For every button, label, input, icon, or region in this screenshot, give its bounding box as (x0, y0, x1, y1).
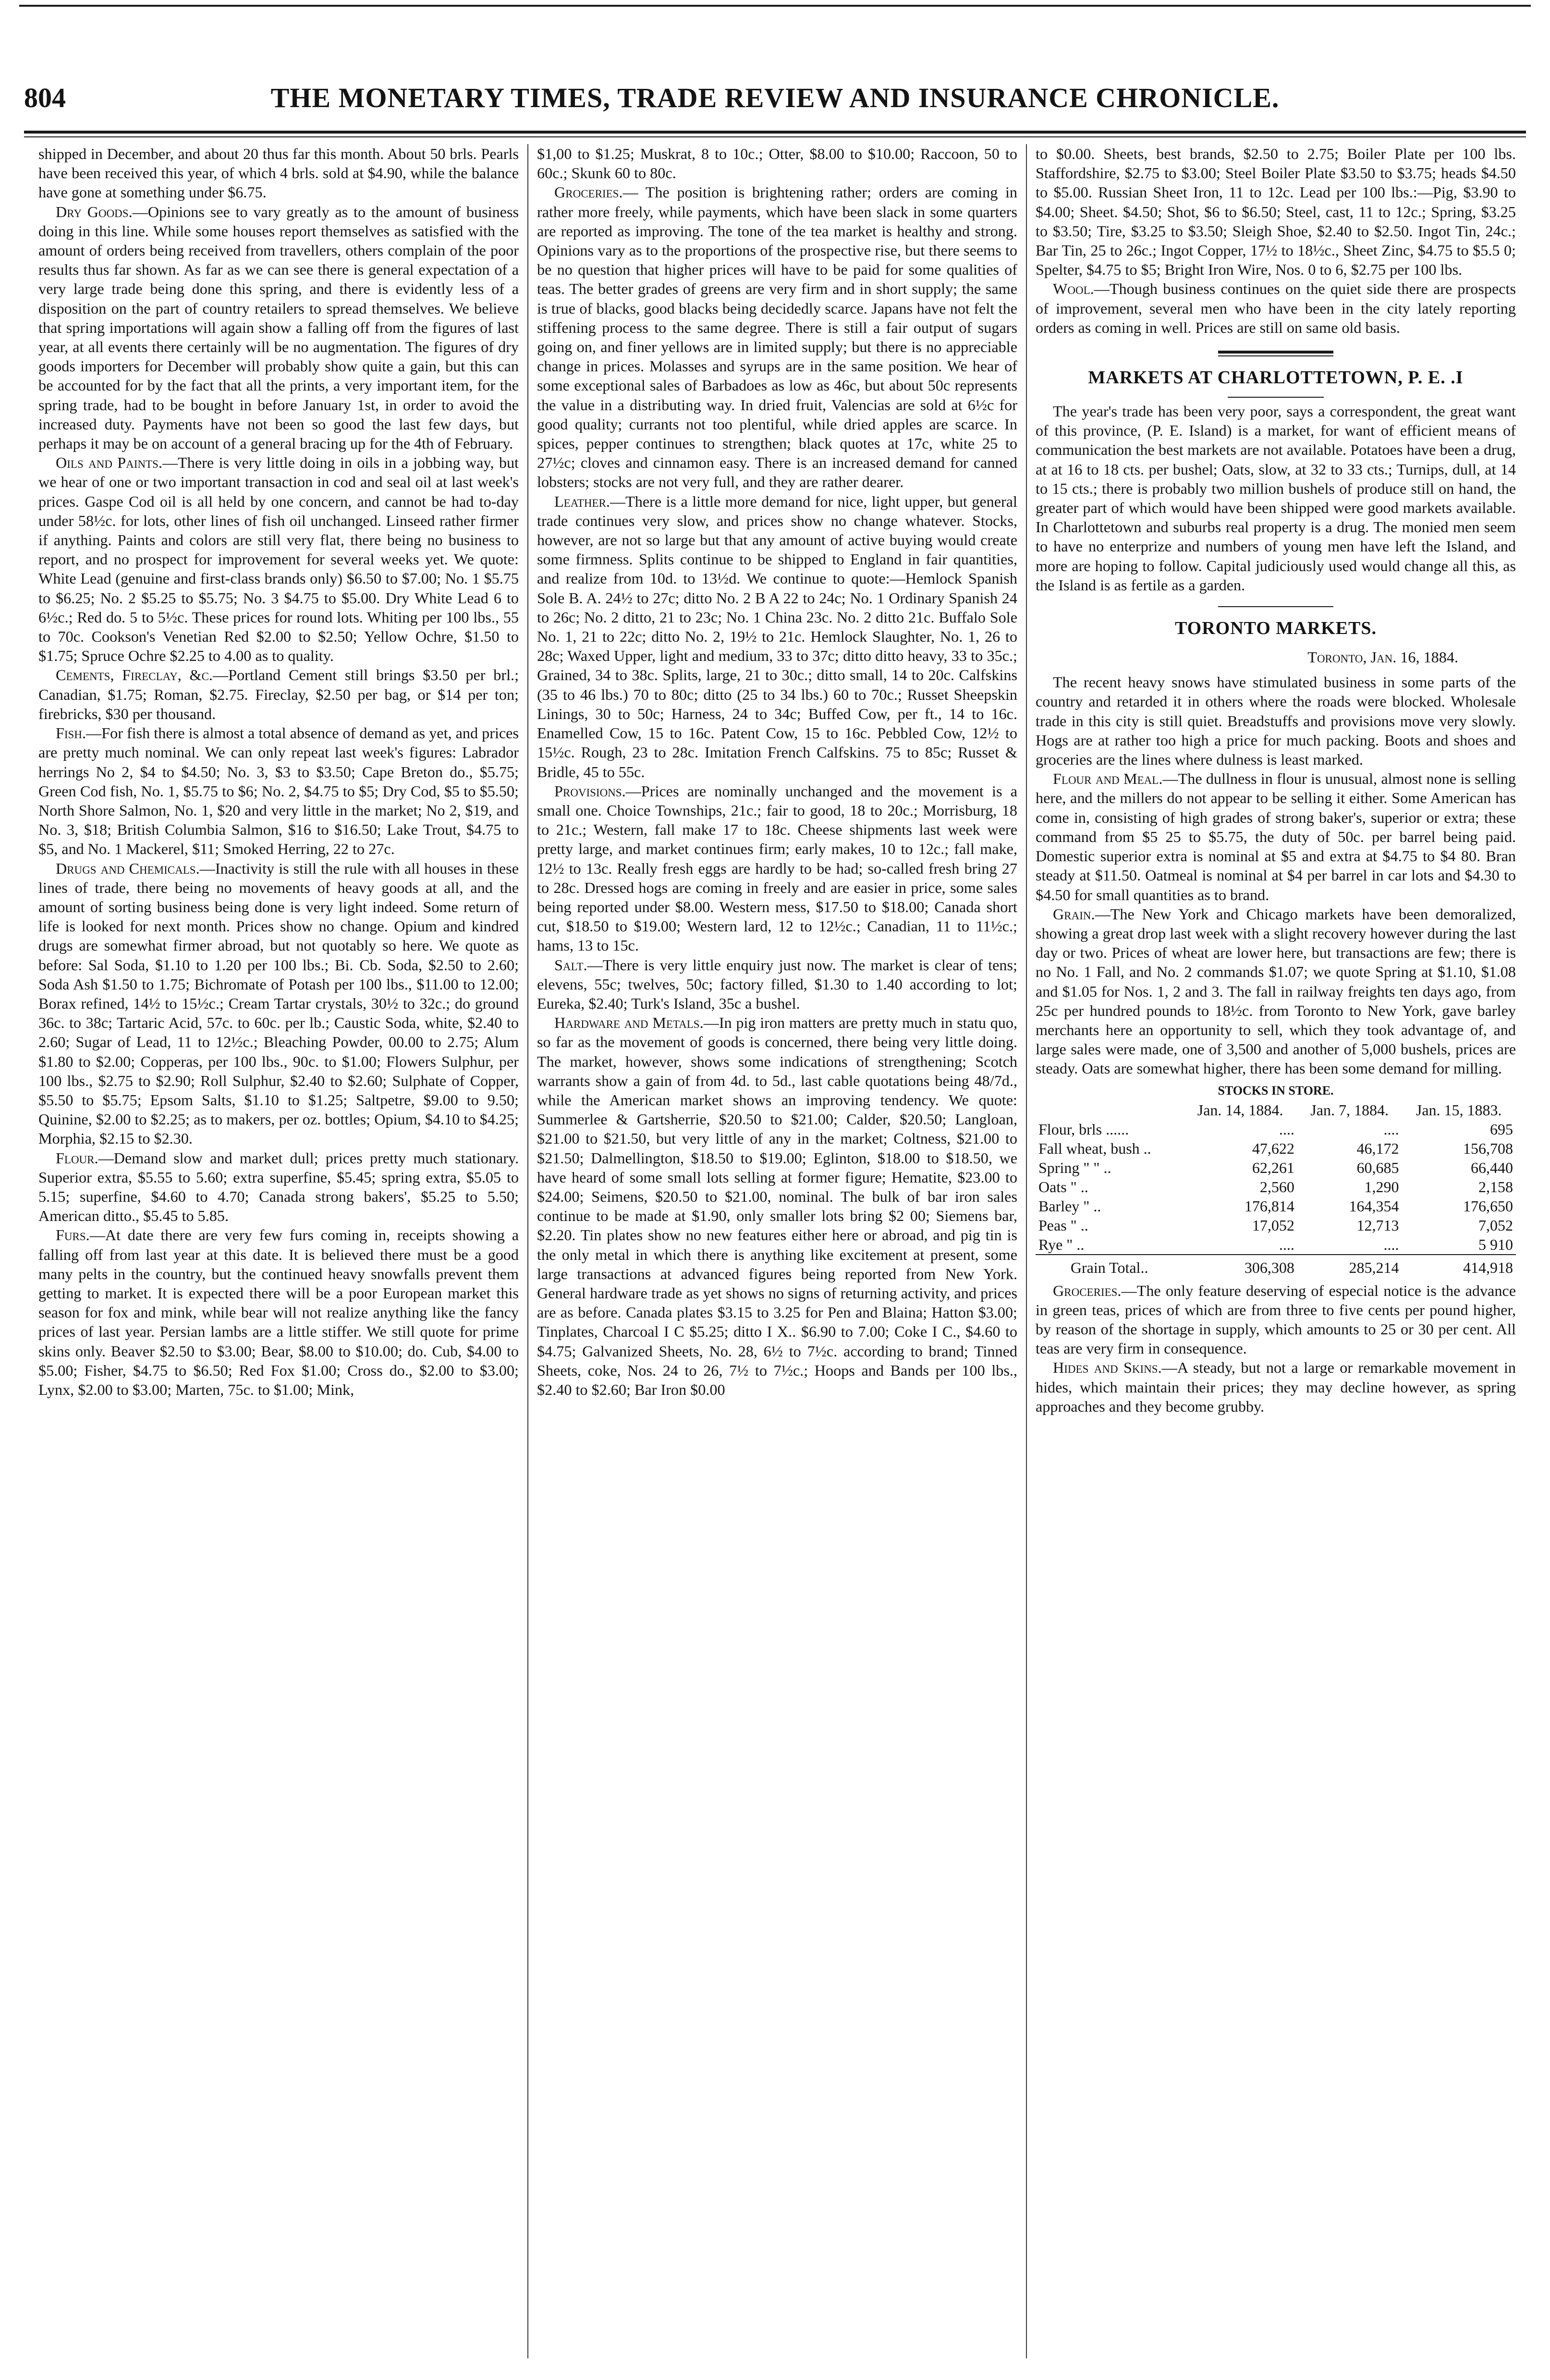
row-label: Barley " .. (1038, 1197, 1101, 1215)
table-row (1036, 1120, 1516, 1139)
column-left (38, 144, 519, 2363)
paragraph-text: —The New York and Chicago markets have been demoralized, showing a great drop last week with a slight recovery however during the last day or two. Prices of wheat are lower here, but transactions are few; there is no No. 1 Fall, and No. 2 commands $1.07; we quote Spring at $1.10, $1.08 and $1.05 for Nos. 1, 2 and 3. The fall in railway freights ten days ago, from 25c per hundred pounds to 18½c. from Toronto to New York, gave barley merchants here an opportunity to sell, which they took advantage of, and large sales were made, one of 3,500 and another of 5,000 bushels, prices are steady. Oats are somewhat higher, there has been some demand for milling. (1036, 905, 1516, 1077)
section-heading: Flour and Meal. (1053, 770, 1163, 788)
paragraph-text: —In pig iron matters are pretty much in statu quo, so far as the movement of goods is concerned, there being very little doing. The market, however, shows some indications of strengthening; Scotch warrants show a gain of from 4d. to 5d., last cable quotations being 48/7d., while the American market shows an improving tendency. We quote: Summerlee & Gartsherrie, $20.50 to $21.00; Calder, $20.50; Langloan, $21.00 to $21.50, but very little of any in the market; Coltness, $21.00 to $21.50; Dalmellington, $18.50 to $19.00; Eglinton, $18.00 to $18.50, we have heard of some small lots selling at former figure; Hematite, $23.00 to $24.00; Seimens, $20.50 to $21.00, nominal. The bulk of bar iron sales continue to be made at $1.90, only smaller lots bring $2 00; Siemens bar, $2.20. Tin plates show no new features either here or abroad, and pig tin is the only metal in which there is anything like excitement at present, some large transactions at advanced figures being reported from New York. General hardware trade as yet shows no signs of returning activity, and prices are as before. Canada plates $3.15 to 3.25 for Pen and Blaina; Hatton $3.00; Tinplates, Charcoal I C $5.25; ditto I X.. $6.90 to 7.00; Coke I C., $4.60 to $4.75; Galvanized Sheets, No. 28, 6½ to 7½c. according to brand; Tinned Sheets, coke, Nos. 24 to 26, 7½ to 7½c.; Hoops and Bands per 100 lbs., $2.40 to $2.60; Bar Iron $0.00 (537, 1014, 1017, 1398)
row-label: Peas " .. (1038, 1216, 1088, 1234)
header-rule-thin (24, 136, 1526, 137)
stocks-in-store-table (1036, 1081, 1516, 1277)
paragraph-text: —For fish there is almost a total absence of demand as yet, and prices are pretty much nominal. We can only repeat last week's figures: Labrador herrings No 2, $4 to $4.50; No. 3, $3 to $3.50; Cape Breton do., $5.75; Green Cod fish, No. 1, $5.75 to $6; No. 2, $4.75 to $5; Dry Cod, $5 to $5.50; North Shore Salmon, No. 1, $20 and very little in the market; No 2, $19, and No. 3, $18; British Columbia Salmon, $16 to $16.50; Lake Trout, $4.75 to $5, and No. 1 Mackerel, $11; Smoked Herring, 22 to 27c. (38, 724, 519, 858)
paragraph-text: —Prices are nominally unchanged and the movement is a small one. Choice Townships, 21c.; fair to good, 18 to 20c.; Morrisburg, 18 to 21c.; Western, fall make 17 to 18c. Cheese shipments last week were pretty large, and market continues firm; early makes, 10 to 12c.; fall make, 12½ to 13c. Really fresh eggs are hardly to be had; so-called fresh bring 27 to 28c. Dressed hogs are coming in freely and are easier in price, some sales being reported under $8.00. Western mess, $17.50 to $18.00; Canada short cut, $18.50 to $19.00; Western lard, 12 to 12½c.; Canadian, 11 to 11½c.; hams, 13 to 15c. (537, 782, 1017, 954)
paragraph-text: —There is very little doing in oils in a jobbing way, but we hear of one or two important transaction in cod and seal oil at last week's prices. Gaspe Cod oil is all held by one concern, and cannot be had to-day under 58½c. for lots, other lines of fish oil unchanged. Linseed rather firmer if anything. Paints and colors are still very flat, there being no business to report, and no prospect for improvement for several weeks yet. We quote: White Lead (genuine and first-class brands only) $6.50 to $7.00; No. 1 $5.75 to $6.25; No. 2 $5.25 to $5.75; No. 3 $4.75 to $5.00. Dry White Lead 6 to 6½c.; Red do. 5 to 5½c. These prices for round lots. Whiting per 100 lbs., 55 to 70c. Cookson's Venetian Red $2.00 to $2.50; Yellow Ochre, $1.50 to $1.75; Spruce Ochre $2.25 to 4.00 as to quality. (38, 454, 519, 665)
total-label: Grain Total.. (1036, 1255, 1183, 1277)
column-divider (1026, 144, 1027, 2358)
paragraph-text: —Portland Cement still brings $3.50 per brl.; Canadian, $1.75; Roman, $2.75. Fireclay, $2.50 per bag, or $14 per ton; firebricks, $30 per thousand. (38, 666, 519, 722)
page-header (24, 82, 1526, 125)
paragraph (537, 492, 1017, 781)
table-cell: 285,214 (1297, 1255, 1402, 1277)
section-heading: Grain. (1053, 905, 1095, 923)
table-total-row (1036, 1255, 1516, 1277)
table-cell: 47,622 (1252, 1139, 1294, 1157)
section-heading: Flour. (56, 1149, 98, 1167)
table-cell: 164,354 (1349, 1197, 1399, 1215)
paragraph-text: —Though business continues on the quiet side there are prospects of improvement, several men who have been in the city lately reporting orders as coming in well. Prices are still on same old basis. (1036, 280, 1516, 336)
table-cell: .... (1383, 1235, 1399, 1253)
table-row (1036, 1177, 1516, 1196)
paragraph-text: —The only feature deserving of especial notice is the advance in green teas, prices of which are from three to five cents per pound higher, by reason of the shortage in supply, which amounts to 25 or 30 per cent. All teas are very firm in consequence. (1036, 1282, 1516, 1357)
section-heading: Provisions. (554, 782, 626, 800)
section-heading: Hardware and Metals. (554, 1014, 704, 1032)
table-cell: 2,560 (1259, 1178, 1294, 1196)
section-heading: Drugs and Chemicals. (56, 859, 200, 877)
table-cell: 5 910 (1478, 1235, 1513, 1253)
table-cell: 60,685 (1356, 1159, 1399, 1176)
paragraph (38, 202, 519, 453)
paragraph: shipped in December, and about 20 thus far this month. About 50 brls. Pearls have been received this year, of which 4 brls. sold at $4.90, while the balance have gone at something under $6.75. (38, 145, 519, 201)
masthead-title: THE MONETARY TIMES, TRADE REVIEW AND INSURANCE CHRONICLE. (270, 82, 1280, 113)
paragraph-text: —Opinions see to vary greatly as to the amount of business doing in this line. While some houses report themselves as satisfied with the amount of orders being received from travellers, others complain of the poor results thus far shown. As far as we can see there is general expectation of a very large trade being done this spring, and there is evidently less of a disposition on the part of country retailers to spread themselves. We believe that spring importations will again show a falling off from the figures of last year, at all events there certainly will be no augmentation. The figures of dry goods importers for December will probably show quite a gain, but this can be accounted for by the fact that all the prints, a very important item, for the spring trade, had to be bought in before January 1st, in order to avoid the increased duty. Payments have not been so good the last few days, but perhaps it may be on account of a general bracing up for the 4th of February. (38, 203, 519, 452)
table-row (1036, 1158, 1516, 1177)
table-header: Jan. 7, 1884. (1310, 1101, 1389, 1119)
table-row (1036, 1196, 1516, 1216)
section-heading: Dry Goods. (56, 203, 133, 220)
table-cell: 66,440 (1471, 1159, 1513, 1176)
row-label: Fall wheat, bush .. (1038, 1139, 1151, 1157)
section-heading: Hides and Skins. (1053, 1359, 1162, 1377)
section-heading: Salt. (554, 956, 587, 974)
section-rule (1218, 351, 1333, 356)
section-heading: Fish. (56, 724, 86, 742)
table-cell: 414,918 (1402, 1255, 1516, 1277)
article-heading: TORONTO MARKETS. (1174, 618, 1377, 639)
column-divider (527, 144, 528, 2358)
table-header: Jan. 14, 1884. (1197, 1101, 1283, 1119)
section-heading: Oils and Paints. (56, 454, 162, 472)
paragraph-text: —Inactivity is still the rule with all houses in these lines of trade, there being no movements of heavy goods at all, and the amount of sorting business being done is very light indeed. Some return of life is looked for next month. Prices show no change. Opium and kindred drugs are somewhat firmer abroad, but not quotably so here. We quote as before: Sal Soda, $1.10 to 1.20 per 100 lbs.; Bi. Cb. Soda, $2.50 to 2.60; Soda Ash $1.50 to 1.75; Bichromate of Potash per 100 lbs., $11.00 to 12.00; Borax refined, 14½ to 15½c.; Cream Tartar crystals, 30½ to 32c.; do ground 36c. to 38c; Tartaric Acid, 57c. to 60c. per lb.; Caustic Soda, white, $2.40 to 2.60; Sugar of Lead, 11 to 12½c.; Bleaching Powder, 00.00 to 2.75; Alum $1.80 to $2.00; Copperas, per 100 lbs., 90c. to $1.00; Flowers Sulphur, per 100 lbs., $2.75 to $2.90; Roll Sulphur, $2.40 to $2.60; Sulphate of Copper, $5.50 to $5.75; Epsom Salts, $1.10 to $1.25; Saltpetre, $9.00 to 9.50; Quinine, $2.00 to $2.25; as to makers, per oz. bottles; Opium, $4.10 to $4.25; Morphia, $2.15 to $2.30. (38, 859, 519, 1147)
paragraph: The recent heavy snows have stimulated business in some parts of the country and retarded it in others where the roads were blocked. Wholesale trade in this city is still quiet. Breadstuffs and provisions move very slowly. Hogs are at rather too high a price for much packing. Boots and shoes and groceries are the lines where dulness is least marked. (1036, 673, 1516, 769)
table-row (1036, 1139, 1516, 1158)
dateline: Toronto, Jan. 16, 1884. (1307, 648, 1458, 666)
table-cell: 7,052 (1478, 1216, 1513, 1234)
table-cell: 2,158 (1478, 1178, 1513, 1196)
paragraph (1036, 1281, 1516, 1358)
paragraph (1036, 769, 1516, 904)
table-cell: .... (1383, 1120, 1399, 1138)
row-label: Oats " .. (1038, 1178, 1088, 1196)
paragraph (537, 1013, 1017, 1399)
paragraph-text: —The dullness in flour is unusual, almost none is selling here, and the millers do not appear to be selling it either. Some American has come in, consisting of high grades of strong baker's, superior or extra; these command from $5 25 to $5.75, the duty of 50c. per barrel being paid. Domestic superior extra is nominal at $5 and extra at $4.75 to $4 80. Bran steady at $11.50. Oatmeal is nominal at $4 per barrel in car lots and $4.30 to $4.50 for small quantities as to brand. (1036, 770, 1516, 903)
paragraph-text: —There is very little enquiry just now. The market is clear of tens; elevens, 55c; twelves, 50c; factory filled, $1.30 to 1.40 according to lot; Eureka, $2.40; Turk's Island, 35c a bushel. (537, 956, 1017, 1012)
table-row (1036, 1235, 1516, 1255)
paragraph-text: — The position is brightening rather; orders are coming in rather more freely, while payments, which have been slack in some quarters are reported as improving. The tone of the tea market is healthy and strong. Opinions vary as to the proportions of the prospective rise, but there seems to be no question that higher prices will have to be paid for some qualities of teas. The better grades of greens are very firm and in short supply; the same is true of blacks, good blacks being decidedly scarce. Japans have not felt the stiffening process to the same degree. There is still a fair output of sugars going on, and finer yellows are in limited supply; but there is no appreciable change in prices. Molasses and syrups are in the same position. We hear of some exceptional sales of Barbadoes as low as 46c, but about 50c represents the value in a distributing way. In dried fruit, Valencias are sold at 6½c for good quality; currants not too plentiful, while dried apples are scarce. In spices, pepper continues to strengthen; black quotes at 17c, white 25 to 27½c; cloves and cinnamon easy. There is an increased demand for canned lobsters; stocks are not very full, and they are rather dearer. (537, 183, 1017, 491)
paragraph (38, 665, 519, 723)
paragraph (1036, 279, 1516, 337)
header-rule (24, 131, 1526, 134)
table-cell: 156,708 (1463, 1139, 1513, 1157)
table-cell: 46,172 (1356, 1139, 1399, 1157)
table-header-empty (1036, 1100, 1183, 1120)
table-cell: .... (1279, 1120, 1294, 1138)
column-middle (537, 144, 1017, 2363)
table-cell: 176,814 (1244, 1197, 1294, 1215)
table-row (1036, 1216, 1516, 1235)
section-heading: Cements, Fireclay, &c. (56, 666, 213, 684)
paragraph-text: —Demand slow and market dull; prices pretty much stationary. Superior extra, $5.55 to 5.60; extra superfine, $5.45; spring extra, $5.05 to 5.15; superfine, $4.60 to 4.70; Canada strong bakers', $5.25 to 5.50; American ditto., $5.45 to 5.85. (38, 1149, 519, 1225)
paragraph (38, 453, 519, 665)
page-number: 804 (24, 82, 66, 113)
paragraph: $1,00 to $1.25; Muskrat, 8 to 10c.; Otter, $8.00 to $10.00; Raccoon, 50 to 60c.; Skunk 60 to 80c. (537, 145, 1017, 182)
table-cell: 695 (1490, 1120, 1513, 1138)
section-heading: Wool. (1053, 280, 1094, 298)
row-label: Spring " " .. (1038, 1159, 1111, 1176)
paragraph (537, 183, 1017, 491)
paragraph: The year's trade has been very poor, says a correspondent, the great want of this province, (P. E. Island) is a market, for want of efficient means of communication the best markets are not available. Potatoes have been a drug, at at 16 to 18 cts. per bushel; Oats, slow, at 32 to 33 cts.; Turnips, dull, at 14 to 15 cts.; there is probably two million bushels of produce still on hand, the greater part of which would have been shipped were good markets available. In Charlottetown and suburbs real property is a drug. The monied men seem to have no enterprize and numbers of young men have left the Island, and more are hoping to follow. Capital judiciously used would change all this, as the Island is as fertile as a garden. (1036, 403, 1516, 594)
section-heading: Leather. (554, 492, 610, 510)
table-caption: STOCKS IN STORE. (1218, 1083, 1334, 1098)
paragraph-text: —At date there are very few furs coming in, receipts showing a falling off from last year at this date. It is believed there must be a good many pelts in the country, but the continued heavy snowfalls prevent them getting to market. It is expected there will be a poor European market this season for fox and mink, while bear will not realize anything like the fancy prices of last year. Persian lambs are a little stiffer. We still quote for prime skins only. Beaver $2.50 to $3.00; Bear, $8.00 to $10.00; do. Cub, $4.00 to $5.00; Fisher, $4.75 to $6.50; Red Fox $1.00; Cross do., $2.00 to $3.00; Lynx, $2.00 to $3.00; Marten, 75c. to $1.00; Mink, (38, 1226, 519, 1398)
paragraph (1036, 904, 1516, 1078)
section-heading: Groceries. (1053, 1282, 1122, 1299)
top-border-rule (19, 5, 1531, 7)
table-cell: .... (1279, 1235, 1294, 1253)
paragraph (38, 723, 519, 858)
table-cell: 17,052 (1252, 1216, 1294, 1234)
table-cell: 306,308 (1183, 1255, 1297, 1277)
table-header: Jan. 15, 1883. (1416, 1101, 1502, 1119)
article-heading: MARKETS AT CHARLOTTETOWN, P. E. .I (1088, 367, 1464, 388)
section-rule (1218, 606, 1333, 607)
paragraph (1036, 1358, 1516, 1416)
table-cell: 62,261 (1252, 1159, 1294, 1176)
row-label: Rye " .. (1038, 1235, 1085, 1253)
section-heading: Groceries. (554, 183, 623, 201)
table-cell: 176,650 (1463, 1197, 1513, 1215)
section-heading: Furs. (56, 1226, 90, 1244)
paragraph (38, 1225, 519, 1399)
paragraph (38, 859, 519, 1148)
table-cell: 1,290 (1364, 1178, 1399, 1196)
table-cell: 12,713 (1356, 1216, 1399, 1234)
paragraph: to $0.00. Sheets, best brands, $2.50 to 2.75; Boiler Plate per 100 lbs. Staffordshire, $2.75 to $3.00; Steel Boiler Plate $3.50 to $3.75; heads $4.50 to $5.00. Russian Sheet Iron, 11 to 12c. Lead per 100 lbs.:—Pig, $3.90 to $4.00; Sheet. $4.50; Shot, $6 to $6.50; Steel, cast, 11 to 12c.; Spring, $3.25 to $3.50; Tire, $3.25 to $3.50; Sleigh Shoe, $2.40 to $2.50. Ingot Tin, 24c.; Bar Tin, 25 to 26c.; Ingot Copper, 17½ to 18½c., Sheet Zinc, $4.75 to $5.5 0; Spelter, $4.75 to $5; Bright Iron Wire, Nos. 0 to 6, $2.75 per 100 lbs. (1036, 145, 1516, 279)
heading-rule (1228, 397, 1324, 398)
row-label: Flour, brls ...... (1038, 1120, 1129, 1138)
paragraph (537, 781, 1017, 955)
column-right (1036, 144, 1516, 2363)
paragraph (537, 955, 1017, 1013)
paragraph-text: —There is a little more demand for nice, light upper, but general trade continues very slow, and prices show no change whatever. Stocks, however, are not so large but that any amount of active buying would create some firmness. Splits continue to be shipped to England in fair quantities, and realize from 10d. to 13½d. We continue to quote:—Hemlock Spanish Sole B. A. 24½ to 27c; ditto No. 2 B A 22 to 24c; No. 1 Ordinary Spanish 24 to 26c; No. 2 ditto, 21 to 23c; No. 1 China 23c. No. 2 ditto 21c. Buffalo Sole No. 1, 21 to 22c; ditto No. 2, 19½ to 21c. Hemlock Slaughter, No. 1, 26 to 28c; Waxed Upper, light and medium, 33 to 37c; ditto ditto heavy, 33 to 35c.; Grained, 34 to 38c. Splits, large, 21 to 30c.; ditto small, 14 to 20c. Calfskins (35 to 46 lbs.) 70 to 80c; ditto (25 to 34 lbs.) 60 to 70c.; Russet Sheepskin Linings, 30 to 50c; Harness, 24 to 34c; Buffed Cow, per ft., 14 to 16c. Enamelled Cow, 15 to 16c. Patent Cow, 15 to 16c. Pebbled Cow, 12½ to 15½c. Rough, 23 to 28c. Imitation French Calfskins. 75 to 85c; Russet & Bridle, 45 to 55c. (537, 492, 1017, 781)
paragraph (38, 1148, 519, 1226)
paragraph-text: —A steady, but not a large or remarkable movement in hides, which maintain their prices; they may decline however, as spring approaches and they become grubby. (1036, 1359, 1516, 1415)
